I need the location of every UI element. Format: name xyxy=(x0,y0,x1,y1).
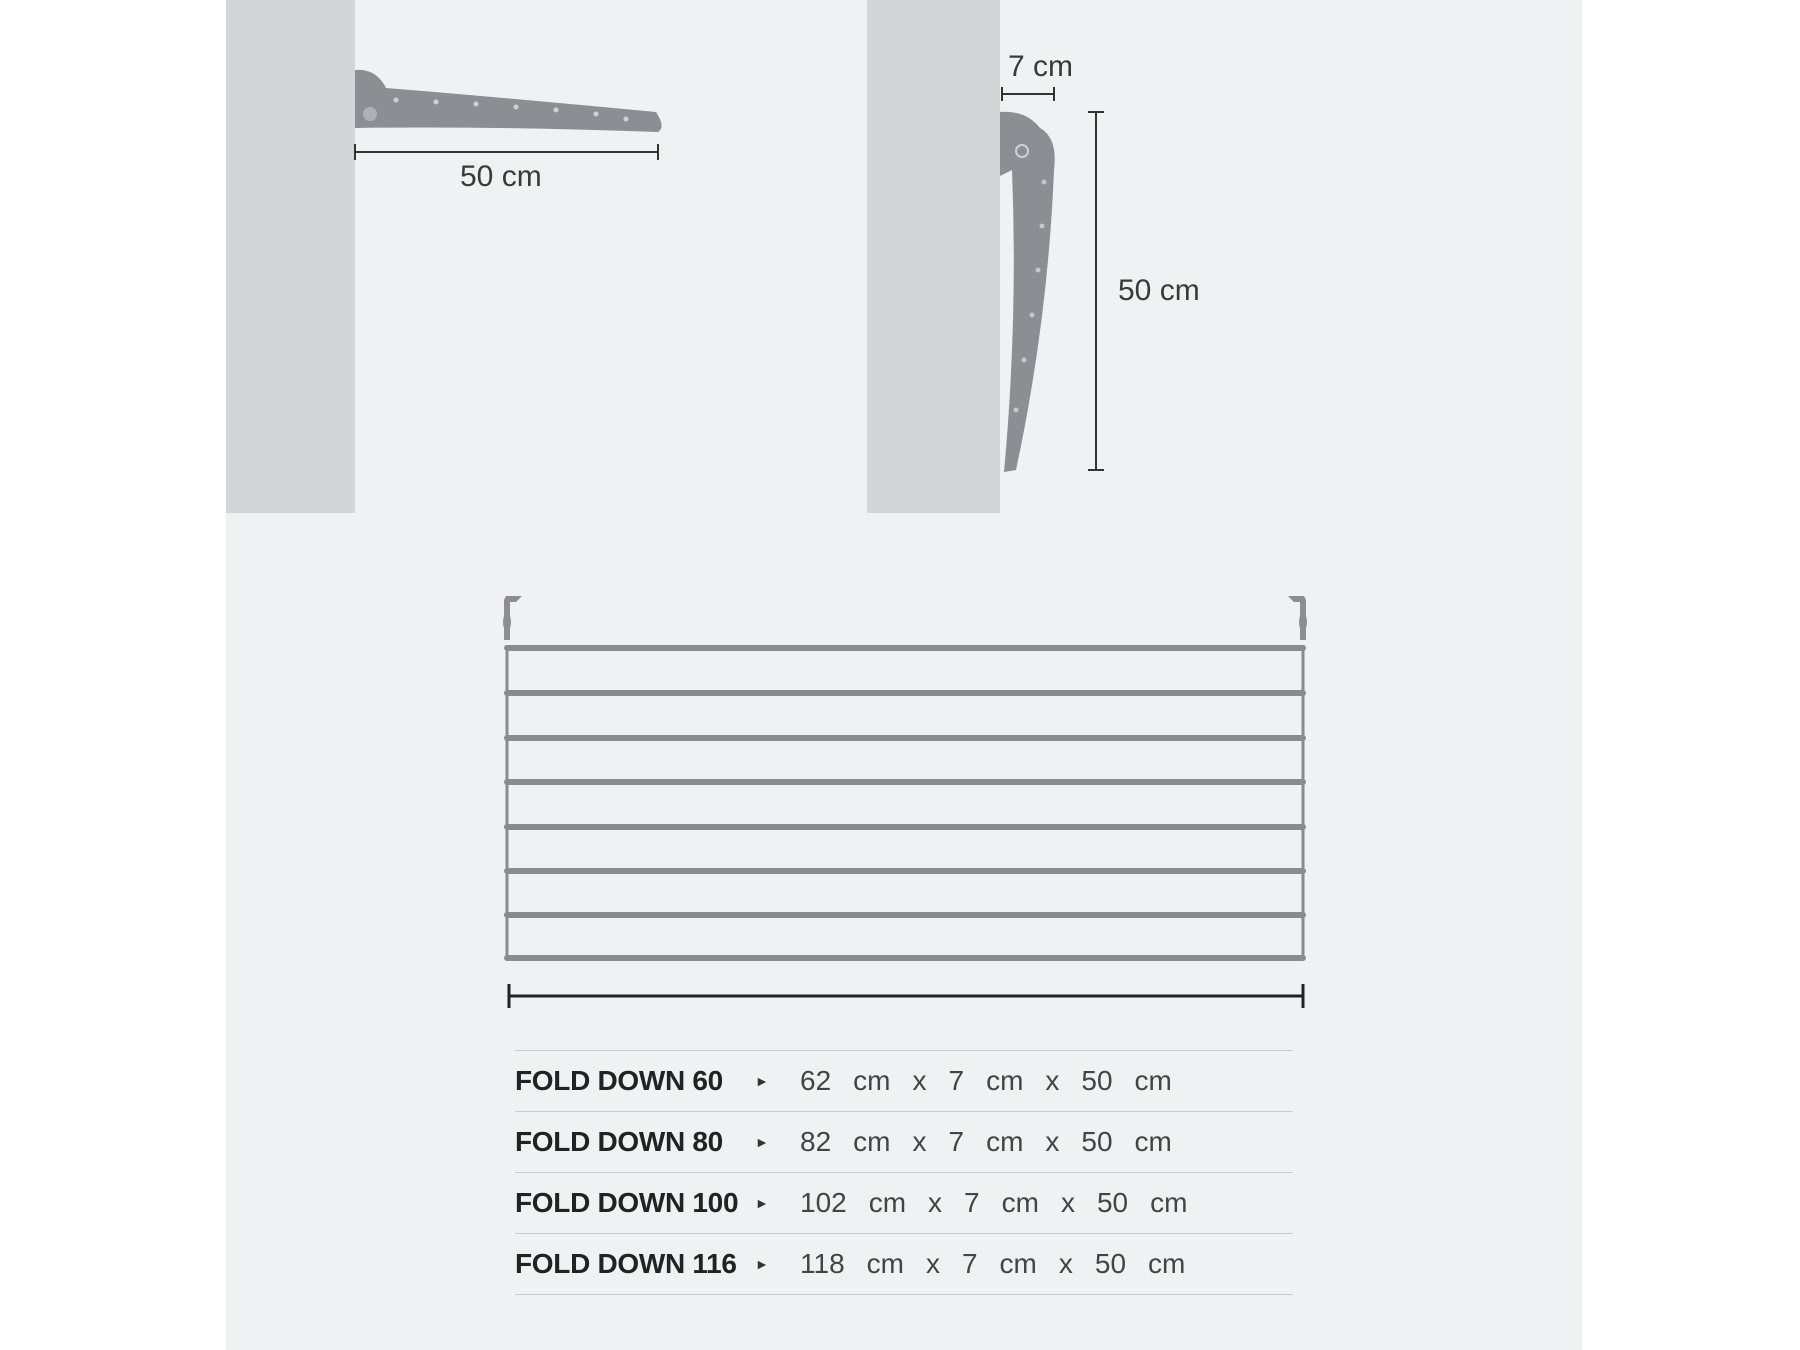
table-row xyxy=(515,1233,1293,1295)
label-folded-height: 50 cm xyxy=(1118,274,1200,307)
play-arrow-icon: ► xyxy=(755,1134,769,1150)
label-folded-depth: 7 cm xyxy=(1008,50,1074,83)
dimensions-value: 82 cm x 7 cm x 50 cm xyxy=(800,1126,1172,1157)
dimensions-value: 62 cm x 7 cm x 50 cm xyxy=(800,1065,1172,1096)
label-side-depth: 50 cm xyxy=(460,160,542,193)
model-name: FOLD DOWN 100 xyxy=(515,1187,739,1218)
play-arrow-icon: ► xyxy=(755,1256,769,1272)
front-view-rack xyxy=(226,0,1582,1010)
dimensions-value: 102 cm x 7 cm x 50 cm xyxy=(800,1187,1188,1218)
table-row xyxy=(515,1172,1293,1233)
rack-hooks xyxy=(503,596,1307,640)
model-name: FOLD DOWN 60 xyxy=(515,1065,723,1096)
model-name: FOLD DOWN 80 xyxy=(515,1126,723,1157)
table-row xyxy=(515,1050,1293,1111)
spec-table xyxy=(515,1050,1293,1295)
dim-line-width xyxy=(509,984,1303,1008)
table-row xyxy=(515,1111,1293,1172)
model-name: FOLD DOWN 116 xyxy=(515,1248,737,1279)
rack-rails xyxy=(507,648,1303,958)
play-arrow-icon: ► xyxy=(755,1073,769,1089)
dimensions-value: 118 cm x 7 cm x 50 cm xyxy=(800,1248,1186,1279)
play-arrow-icon: ► xyxy=(755,1195,769,1211)
